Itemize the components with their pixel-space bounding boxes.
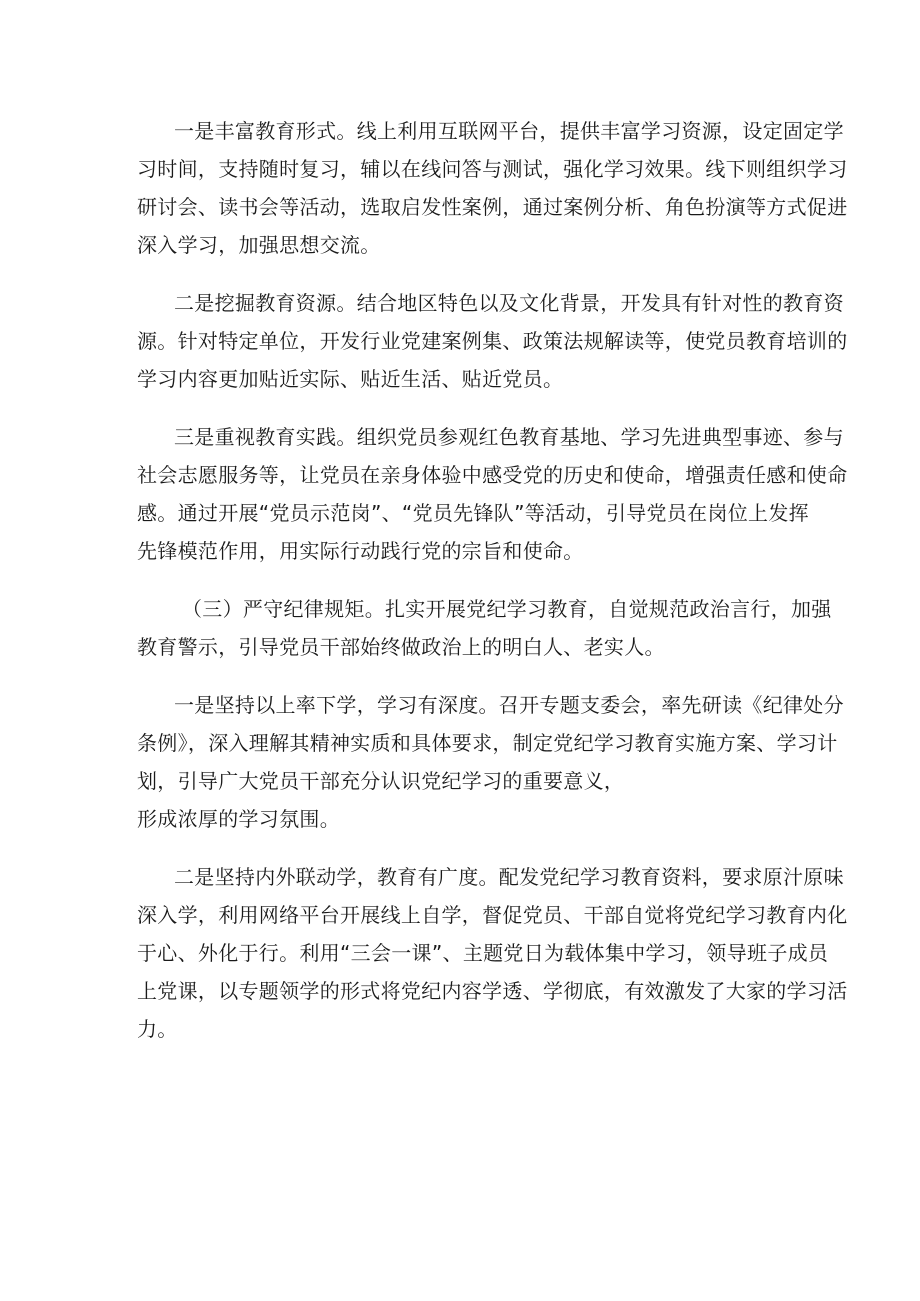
paragraph-education-practice <box>137 418 848 570</box>
text-line: 先锋模范作用，用实际行动践行党的宗旨和使命。 <box>137 539 584 563</box>
text-line: 习时间，支持随时复习，辅以在线问答与测试，强化学习效果。线下则组织学习 <box>137 157 848 181</box>
text-line: 教育警示，引导党员干部始终做政治上的明白人、老实人。 <box>137 635 665 659</box>
text-line: 二是挖掘教育资源。结合地区特色以及文化背景，开发具有针对性的教育资 <box>174 291 844 315</box>
text-line: 学习内容更加贴近实际、贴近生活、贴近党员。 <box>137 367 564 391</box>
text-line: 源。针对特定单位，开发行业党建案例集、政策法规解读等，使党员教育培训的 <box>137 329 848 353</box>
text-line: 三是重视教育实践。组织党员参观红色教育基地、学习先进典型事迹、参与 <box>174 425 844 449</box>
paragraph-enrich-education-forms <box>137 112 848 264</box>
text-line: 一是坚持以上率下学，学习有深度。召开专题支委会，率先研读《纪律处分 <box>174 693 844 717</box>
paragraph-section-three-discipline <box>137 590 832 666</box>
paragraph-explore-education-resources <box>137 284 848 398</box>
paragraph-lead-by-example <box>137 686 844 838</box>
text-line: 于心、外化于行。利用“三会一课”、主题党日为载体集中学习，领导班子成员 <box>137 941 829 965</box>
section-heading-line: （三）严守纪律规矩。扎实开展党纪学习教育，自觉规范政治言行，加强 <box>182 597 832 621</box>
text-line: 一是丰富教育形式。线上利用互联网平台，提供丰富学习资源，设定固定学 <box>174 119 844 143</box>
text-line: 二是坚持内外联动学，教育有广度。配发党纪学习教育资料，要求原汁原味 <box>174 865 844 889</box>
paragraph-internal-external-learning <box>137 858 848 1048</box>
text-line: 社会志愿服务等，让党员在亲身体验中感受党的历史和使命，增强责任感和使命 <box>137 463 848 487</box>
text-line: 划，引导广大党员干部充分认识党纪学习的重要意义， <box>137 769 625 793</box>
text-line: 上党课，以专题领学的形式将党纪内容学透、学彻底，有效激发了大家的学习活 <box>137 979 848 1003</box>
text-line: 研讨会、读书会等活动，选取启发性案例，通过案例分析、角色扮演等方式促进 <box>137 195 848 219</box>
text-line: 深入学，利用网络平台开展线上自学，督促党员、干部自觉将党纪学习教育内化 <box>137 903 848 927</box>
text-line: 形成浓厚的学习氛围。 <box>137 807 340 831</box>
text-line: 感。通过开展“党员示范岗”、“党员先锋队”等活动，引导党员在岗位上发挥 <box>137 501 809 525</box>
document-page <box>137 112 848 1068</box>
text-line: 条例》，深入理解其精神实质和具体要求，制定党纪学习教育实施方案、学习计 <box>137 731 838 755</box>
text-line: 力。 <box>137 1017 178 1041</box>
text-line: 深入学习，加强思想交流。 <box>137 233 381 257</box>
